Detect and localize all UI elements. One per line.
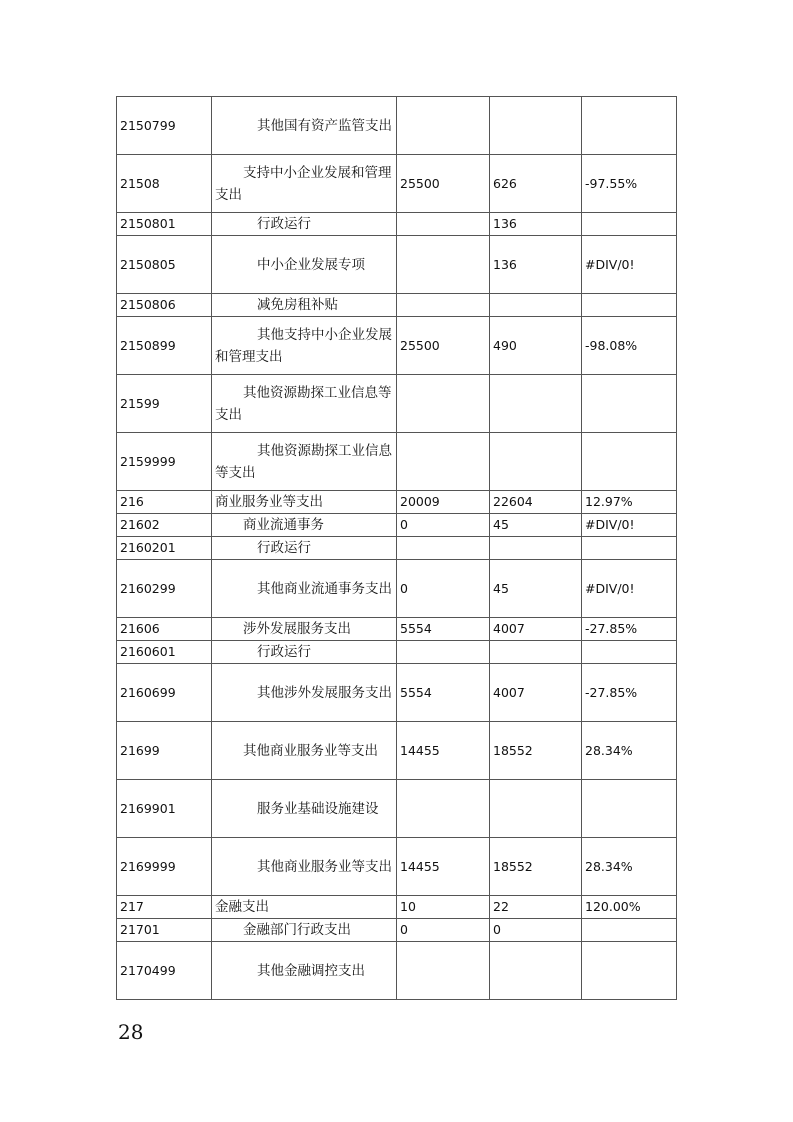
name-text: 其他资源勘探工业信息等支出 — [215, 384, 392, 423]
table-body — [117, 97, 677, 1000]
value-cell-2: 45 — [490, 560, 582, 618]
name-cell — [212, 618, 397, 641]
code-cell: 216 — [117, 491, 212, 514]
page-number: 28 — [118, 1020, 144, 1044]
code-cell: 2160601 — [117, 641, 212, 664]
value-cell-2: 4007 — [490, 664, 582, 722]
change-cell: #DIV/0! — [582, 236, 677, 294]
name-cell — [212, 213, 397, 236]
value-cell-2: 626 — [490, 155, 582, 213]
change-cell: 28.34% — [582, 722, 677, 780]
change-cell — [582, 294, 677, 317]
name-cell — [212, 919, 397, 942]
change-cell — [582, 780, 677, 838]
value-cell-1: 20009 — [397, 491, 490, 514]
table-row — [117, 236, 677, 294]
name-cell — [212, 560, 397, 618]
value-cell-1: 0 — [397, 514, 490, 537]
name-text: 金融支出 — [215, 899, 269, 915]
value-cell-2 — [490, 942, 582, 1000]
value-cell-1 — [397, 780, 490, 838]
value-cell-1 — [397, 537, 490, 560]
code-cell: 2169901 — [117, 780, 212, 838]
value-cell-2: 18552 — [490, 838, 582, 896]
value-cell-2: 0 — [490, 919, 582, 942]
value-cell-1 — [397, 433, 490, 491]
name-text: 行政运行 — [257, 216, 311, 232]
name-cell — [212, 664, 397, 722]
change-cell — [582, 919, 677, 942]
name-cell — [212, 491, 397, 514]
code-cell: 2150799 — [117, 97, 212, 155]
name-text: 服务业基础设施建设 — [257, 800, 379, 817]
change-cell: -98.08% — [582, 317, 677, 375]
code-cell: 2150899 — [117, 317, 212, 375]
table-row — [117, 780, 677, 838]
table-row — [117, 97, 677, 155]
name-cell — [212, 317, 397, 375]
name-text: 涉外发展服务支出 — [243, 621, 351, 637]
value-cell-2: 45 — [490, 514, 582, 537]
name-text: 减免房租补贴 — [257, 297, 338, 313]
table-row — [117, 722, 677, 780]
code-cell: 21508 — [117, 155, 212, 213]
name-cell — [212, 537, 397, 560]
code-cell: 2159999 — [117, 433, 212, 491]
value-cell-1: 0 — [397, 560, 490, 618]
value-cell-1: 5554 — [397, 664, 490, 722]
table-row — [117, 942, 677, 1000]
change-cell — [582, 537, 677, 560]
value-cell-1 — [397, 294, 490, 317]
code-cell: 2160699 — [117, 664, 212, 722]
code-cell: 21602 — [117, 514, 212, 537]
table-row — [117, 294, 677, 317]
table-row — [117, 433, 677, 491]
change-cell — [582, 213, 677, 236]
table-row — [117, 317, 677, 375]
code-cell: 2169999 — [117, 838, 212, 896]
name-cell — [212, 294, 397, 317]
value-cell-2 — [490, 375, 582, 433]
value-cell-1: 25500 — [397, 155, 490, 213]
value-cell-2 — [490, 641, 582, 664]
name-text: 其他金融调控支出 — [257, 962, 365, 979]
name-text: 支持中小企业发展和管理支出 — [215, 164, 392, 203]
table-row — [117, 641, 677, 664]
value-cell-1 — [397, 97, 490, 155]
name-text: 其他国有资产监管支出 — [257, 117, 392, 134]
change-cell: 12.97% — [582, 491, 677, 514]
table-row — [117, 537, 677, 560]
name-cell — [212, 155, 397, 213]
table-row — [117, 618, 677, 641]
name-cell — [212, 433, 397, 491]
value-cell-1: 0 — [397, 919, 490, 942]
table-row — [117, 560, 677, 618]
change-cell: -27.85% — [582, 664, 677, 722]
value-cell-1 — [397, 375, 490, 433]
name-cell — [212, 236, 397, 294]
table-row — [117, 213, 677, 236]
value-cell-2: 22 — [490, 896, 582, 919]
name-text: 其他商业流通事务支出 — [257, 580, 392, 597]
table-row — [117, 896, 677, 919]
name-text: 中小企业发展专项 — [257, 256, 365, 273]
name-text: 金融部门行政支出 — [243, 922, 351, 938]
name-text: 其他商业服务业等支出 — [243, 742, 378, 759]
name-text: 其他资源勘探工业信息等支出 — [215, 442, 392, 481]
code-cell: 2160201 — [117, 537, 212, 560]
change-cell — [582, 942, 677, 1000]
name-text: 行政运行 — [257, 540, 311, 556]
code-cell: 2150805 — [117, 236, 212, 294]
table-row — [117, 664, 677, 722]
code-cell: 2160299 — [117, 560, 212, 618]
value-cell-2 — [490, 780, 582, 838]
value-cell-1 — [397, 942, 490, 1000]
name-text: 商业流通事务 — [243, 517, 324, 533]
value-cell-2 — [490, 294, 582, 317]
value-cell-1 — [397, 213, 490, 236]
name-text: 行政运行 — [257, 644, 311, 660]
name-cell — [212, 641, 397, 664]
name-text: 商业服务业等支出 — [215, 494, 323, 510]
name-cell — [212, 838, 397, 896]
value-cell-2 — [490, 537, 582, 560]
value-cell-2: 136 — [490, 236, 582, 294]
code-cell: 2170499 — [117, 942, 212, 1000]
code-cell: 217 — [117, 896, 212, 919]
value-cell-2: 490 — [490, 317, 582, 375]
name-text: 其他支持中小企业发展和管理支出 — [215, 326, 392, 365]
value-cell-2: 22604 — [490, 491, 582, 514]
name-text: 其他商业服务业等支出 — [257, 858, 392, 875]
name-cell — [212, 942, 397, 1000]
change-cell: #DIV/0! — [582, 514, 677, 537]
code-cell: 21701 — [117, 919, 212, 942]
table-row — [117, 919, 677, 942]
value-cell-2: 136 — [490, 213, 582, 236]
change-cell: -27.85% — [582, 618, 677, 641]
name-cell — [212, 514, 397, 537]
change-cell — [582, 97, 677, 155]
value-cell-2: 4007 — [490, 618, 582, 641]
value-cell-1: 25500 — [397, 317, 490, 375]
value-cell-1: 14455 — [397, 722, 490, 780]
change-cell — [582, 375, 677, 433]
table-row — [117, 491, 677, 514]
name-text: 其他涉外发展服务支出 — [257, 684, 392, 701]
name-cell — [212, 896, 397, 919]
code-cell: 2150806 — [117, 294, 212, 317]
value-cell-1: 14455 — [397, 838, 490, 896]
table-row — [117, 375, 677, 433]
code-cell: 21599 — [117, 375, 212, 433]
table-row — [117, 514, 677, 537]
table-row — [117, 155, 677, 213]
value-cell-2: 18552 — [490, 722, 582, 780]
change-cell — [582, 433, 677, 491]
value-cell-2 — [490, 433, 582, 491]
change-cell: #DIV/0! — [582, 560, 677, 618]
change-cell: 28.34% — [582, 838, 677, 896]
code-cell: 21606 — [117, 618, 212, 641]
table-row — [117, 838, 677, 896]
name-cell — [212, 97, 397, 155]
change-cell — [582, 641, 677, 664]
code-cell: 2150801 — [117, 213, 212, 236]
name-cell — [212, 375, 397, 433]
change-cell: -97.55% — [582, 155, 677, 213]
name-cell — [212, 780, 397, 838]
value-cell-2 — [490, 97, 582, 155]
value-cell-1 — [397, 641, 490, 664]
value-cell-1: 10 — [397, 896, 490, 919]
change-cell: 120.00% — [582, 896, 677, 919]
value-cell-1: 5554 — [397, 618, 490, 641]
value-cell-1 — [397, 236, 490, 294]
code-cell: 21699 — [117, 722, 212, 780]
name-cell — [212, 722, 397, 780]
budget-table — [116, 96, 677, 1000]
